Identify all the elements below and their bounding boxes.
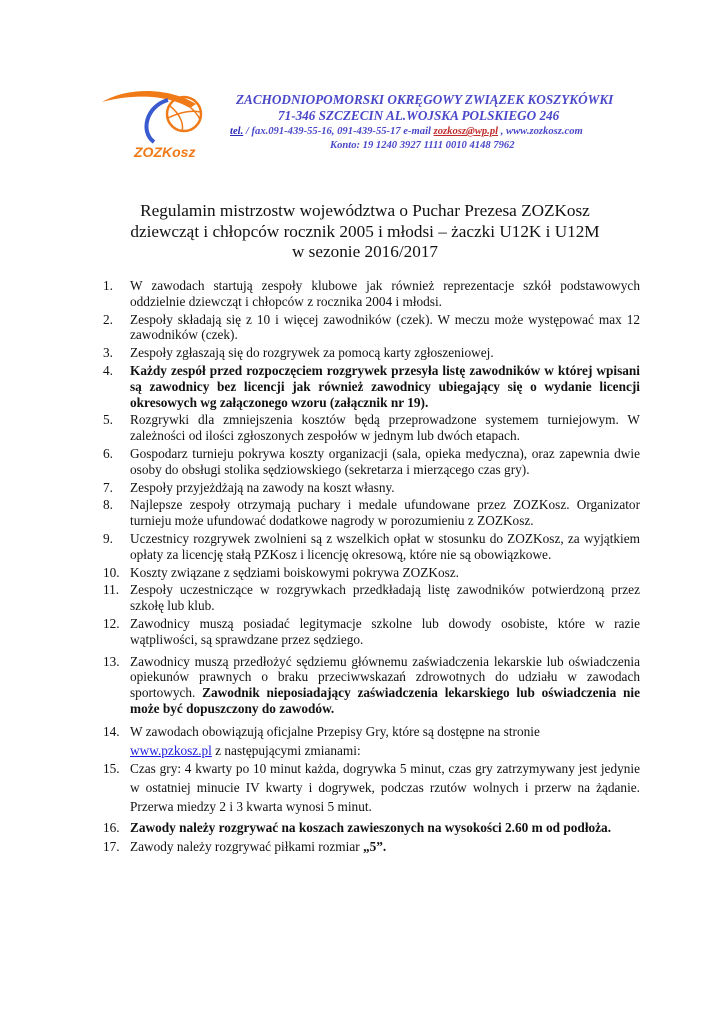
pzkosz-link[interactable]: www.pzkosz.pl: [130, 742, 212, 758]
rule-item-14: [103, 723, 640, 761]
letterhead-text: [230, 92, 725, 153]
rule-text: Zawody należy rozgrywać na koszach zawieszonych na wysokości 2.60 m od podłoża.: [130, 819, 612, 835]
rule-text: Uczestnicy rozgrywek zwolnieni są z wszelkich opłat w stosunku do ZOZKosz, za wyjątkiem opłaty za licencję stałą PZKosz i licencję okresową, które nie są obowiązkowe.: [130, 530, 640, 562]
rule-item-1: [103, 278, 640, 310]
title-line-2: dziewcząt i chłopców rocznik 2005 i młodsi – żaczki U12K i U12M: [130, 221, 600, 241]
rule-number: 13.: [103, 653, 120, 669]
rule-number: 11.: [103, 582, 120, 598]
rule-number: 9.: [103, 530, 113, 546]
rule-text: Koszty związane z sędziami boiskowymi pokrywa ZOZKosz.: [130, 564, 460, 580]
rule-item-4: [103, 363, 640, 410]
rule-item-7: [103, 480, 640, 496]
contact-tel: tel.: [230, 126, 244, 137]
rule-text-normal: Zawodnicy muszą przedłożyć sędziemu głównemu zaświadczenia lekarskie lub oświadczenia opiekunów prawnych o braku przeciwwskazań zdrowotnych do udziału w zawodach sportowych.: [130, 653, 640, 701]
rule-number: 5.: [103, 412, 113, 428]
rule-item-17: [103, 838, 640, 857]
logo-arc: [146, 100, 168, 142]
rule-number: 17.: [103, 838, 120, 854]
rule-text-after: z następującymi zmianami:: [211, 742, 361, 758]
letterhead: [0, 0, 725, 180]
org-name: ZACHODNIOPOMORSKI OKRĘGOWY ZWIĄZEK KOSZYKÓWKI: [236, 92, 614, 107]
logo-text: ZOZKosz: [134, 144, 196, 160]
title-line-3: w sezonie 2016/2017: [291, 242, 439, 261]
rule-item-11: [103, 582, 640, 614]
logo-swoosh: [102, 91, 196, 108]
rule-text: Gospodarz turnieju pokrywa koszty organizacji (sala, opieka medyczna), oraz zapewnia dwie osoby do obsługi stolika sędziowskiego (sekretarza i mierzącego czas gry).: [130, 445, 640, 477]
rule-number: 16.: [103, 819, 120, 835]
rule-number: 6.: [103, 445, 113, 461]
rule-item-16: [103, 819, 640, 838]
rule-number: 4.: [103, 362, 113, 378]
rule-text-bold: Zawodnik nieposiadający zaświadczenia lekarskiego lub oświadczenia nie może być dopuszczony do zawodów.: [130, 685, 640, 716]
rule-item-8: [103, 497, 640, 529]
rule-item-5: [103, 412, 640, 444]
rule-text-normal: Zawody należy rozgrywać piłkami rozmiar: [130, 838, 363, 854]
org-address: 71-346 SZCZECIN AL.WOJSKA POLSKIEGO 246: [278, 108, 560, 123]
zozkosz-logo: [100, 84, 230, 164]
rule-item-10: [103, 565, 640, 581]
document-title: [100, 201, 630, 263]
rule-item-13: [103, 654, 640, 717]
rule-text: Zespoły składają się z 10 i więcej zawodników (czek). W meczu może występować max 12 zawodników (czek).: [130, 311, 640, 343]
website-link[interactable]: www.zozkosz.com: [506, 126, 583, 137]
contact-sep: ,: [498, 126, 507, 137]
rule-number: 15.: [103, 761, 120, 777]
email-link[interactable]: zozkosz@wp.pl: [433, 126, 499, 137]
rule-text: Zespoły przyjeżdżają na zawody na koszt własny.: [130, 479, 395, 495]
title-line-1: Regulamin mistrzostw województwa o Puchar Prezesa ZOZKosz: [140, 201, 590, 220]
rule-number: 1.: [103, 278, 113, 293]
rule-item-9: [103, 531, 640, 563]
rule-text-bold: „5”.: [362, 838, 387, 854]
rule-text: Zawodnicy muszą posiadać legitymacje szkolne lub dowody osobiste, które w razie wątpliwości, są sprawdzane przez sędziego.: [130, 615, 640, 647]
rule-text: Zespoły uczestniczące w rozgrywkach przedkładają listę zawodników potwierdzoną przez szkołę lub klub.: [130, 582, 640, 614]
rule-item-2: [103, 312, 640, 344]
rule-text: Zespoły zgłaszają się do rozgrywek za pomocą karty zgłoszeniowej.: [130, 345, 494, 361]
rule-number: 2.: [103, 311, 113, 327]
rule-text: [130, 654, 640, 717]
rule-text-normal: W zawodach obowiązują oficjalne Przepisy Gry, które są dostępne na stronie: [130, 723, 540, 739]
rule-text: Czas gry: 4 kwarty po 10 minut każda, dogrywka 5 minut, czas gry zatrzymywany jest jedynie w ostatniej minucie IV kwarty i dogrywek, podczas rzutów wolnych i przerw na żądanie. Przerwa miedzy 2 i 3 kwarta wynosi 5 minut.: [130, 761, 640, 814]
rule-item-15: [103, 760, 640, 816]
rule-text: [130, 838, 640, 857]
rule-item-12: [103, 616, 640, 648]
rule-number: 3.: [103, 345, 113, 361]
rule-number: 8.: [103, 497, 113, 513]
bank-account: Konto: 19 1240 3927 1111 0010 4148 7962: [330, 140, 515, 151]
rule-number: 7.: [103, 479, 113, 495]
rule-item-6: [103, 446, 640, 478]
contact-fax: / fax.091-439-55-16, 091-439-55-17 e: [243, 126, 409, 137]
rule-text: Rozgrywki dla zmniejszenia kosztów będą przeprowadzone systemem turniejowym. W zależności od ilości zgłoszonych zespołów w jednym lub dwóch etapach.: [130, 412, 640, 444]
rule-text: [130, 723, 640, 761]
rule-number: 12.: [103, 615, 120, 631]
org-contact: [230, 124, 725, 139]
rules-list: [103, 278, 640, 856]
rule-text: Najlepsze zespoły otrzymają puchary i medale ufundowane przez ZOZKosz. Organizator turnieju może ufundować dodatkowe nagrody w porozumieniu z ZOZKosz.: [130, 497, 640, 529]
rule-text: W zawodach startują zespoły klubowe jak również reprezentacje szkół podstawowych oddzielnie dziewcząt i chłopców z rocznika 2004 i młodsi.: [130, 278, 640, 309]
rule-text: Każdy zespół przed rozpoczęciem rozgrywek przesyła listę zawodników w której wpisani są zawodnicy bez licencji jak również zawodnicy ubiegający się o wydanie licencji okresowych wg załączonego wzoru (załącznik nr 19).: [130, 362, 640, 410]
rule-number: 10.: [103, 564, 120, 580]
rule-item-3: [103, 345, 640, 361]
contact-mail-label: -mail: [408, 126, 434, 137]
rule-number: 14.: [103, 723, 120, 739]
